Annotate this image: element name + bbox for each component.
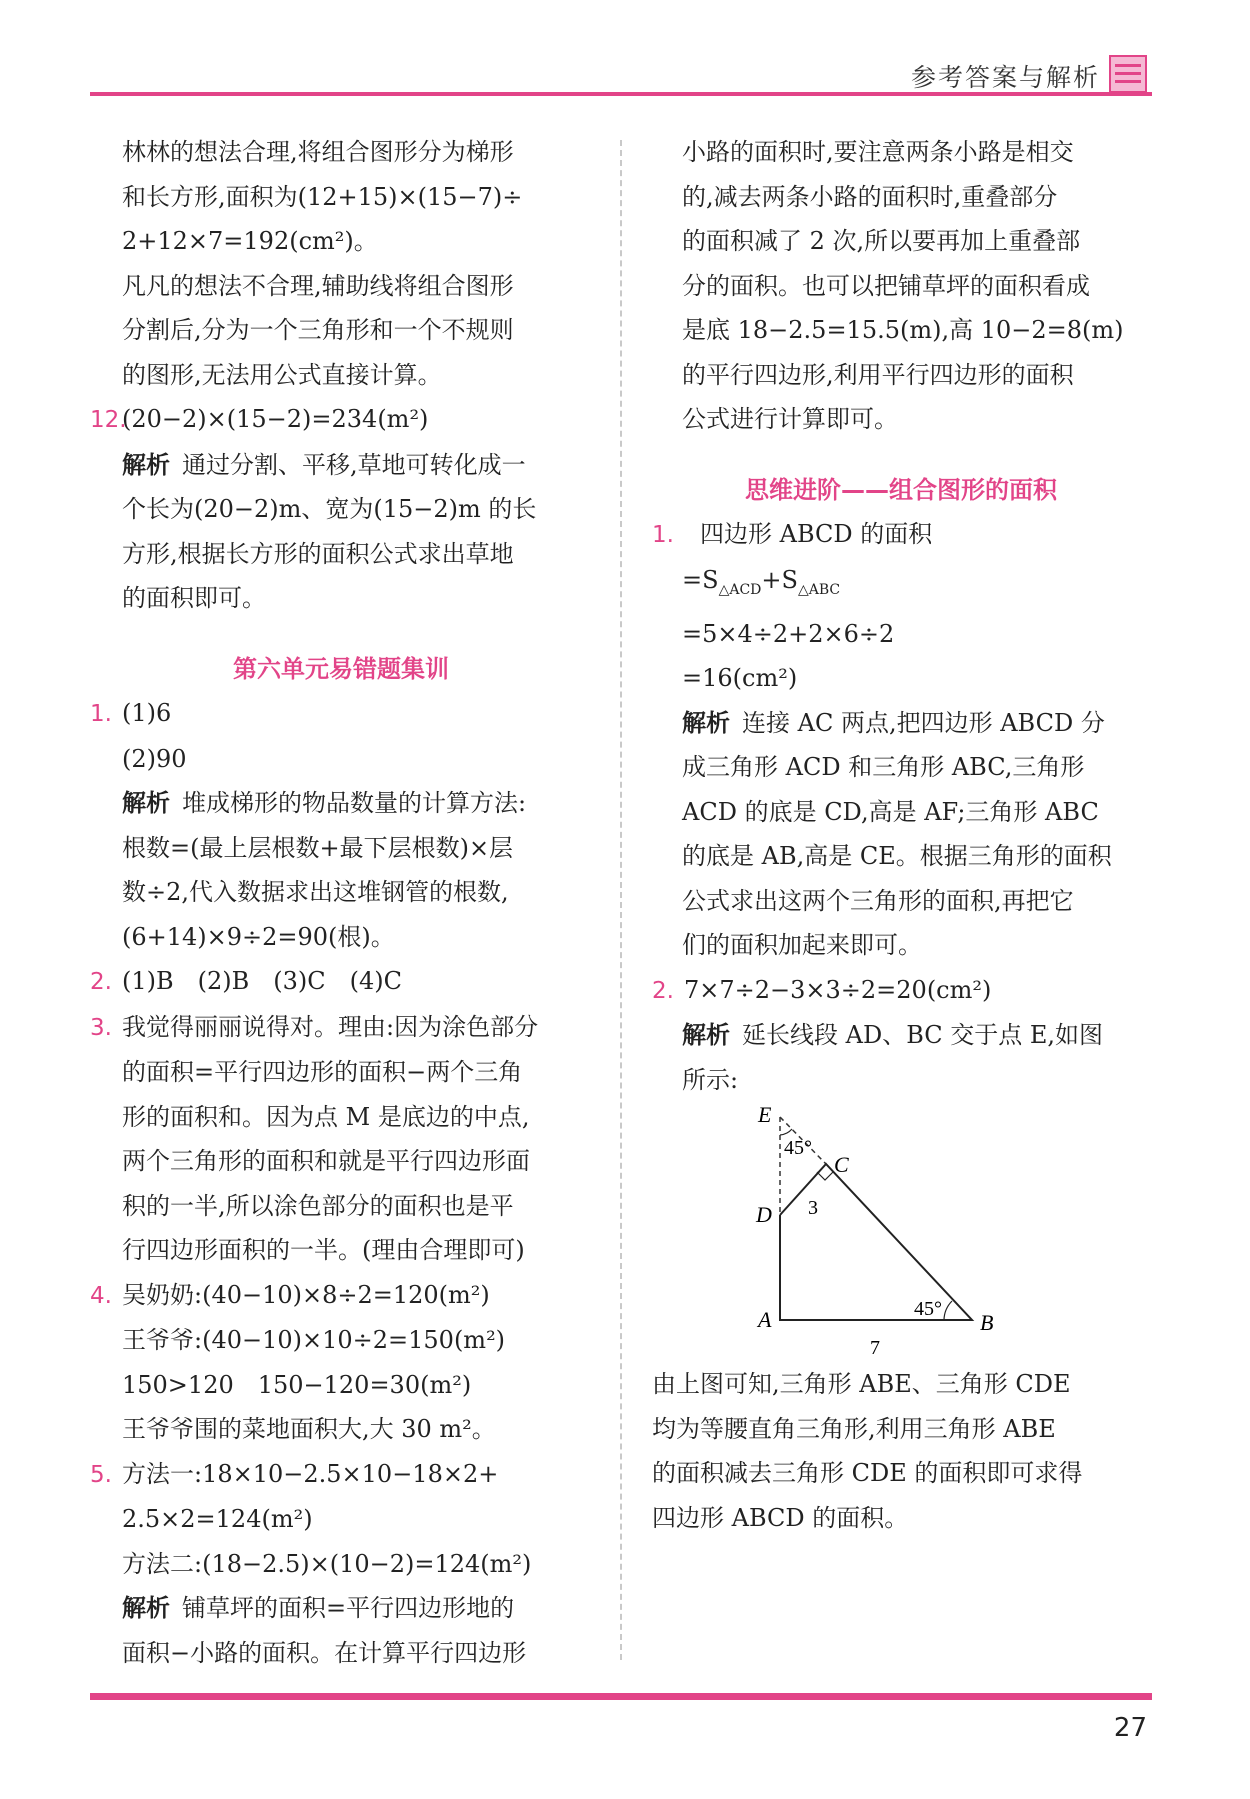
length-dc: 3 — [808, 1197, 818, 1220]
answer-text: 王爷爷:(40−10)×10÷2=150(m²) — [122, 1326, 506, 1354]
analysis-line — [90, 443, 592, 488]
analysis-line — [652, 701, 1150, 746]
answer-text: (1)B (2)B (3)C (4)C — [122, 967, 402, 995]
answer-1 — [90, 691, 592, 737]
answer-text: 形的面积和。因为点 M 是底边的中点, — [122, 1102, 530, 1131]
answer-1 — [652, 512, 1150, 558]
answer-text: 方法二:(18−2.5)×(10−2)=124(m²) — [122, 1549, 532, 1578]
analysis-line: 面积−小路的面积。在计算平行四边形 — [122, 1638, 527, 1667]
answer-text: (2)90 — [122, 744, 187, 773]
answer-text: 四边形 ABCD 的面积 — [700, 520, 933, 548]
angle-arc-b — [944, 1301, 952, 1320]
answer-text: (20−2)×(15−2)=234(m²) — [122, 405, 429, 433]
answer-text: (1)6 — [122, 699, 172, 727]
angle-label-top: 45° — [784, 1137, 812, 1160]
analysis-label: 解析 — [682, 707, 730, 737]
answer-text: 两个三角形的面积和就是平行四边形面 — [122, 1147, 530, 1175]
analysis-line: 的,减去两条小路的面积时,重叠部分 — [682, 182, 1058, 211]
question-number: 2. — [90, 969, 112, 995]
question-number: 1. — [90, 701, 112, 727]
analysis-line: 数÷2,代入数据求出这堆钢管的根数, — [122, 878, 509, 906]
text-line: 和长方形,面积为(12+15)×(15−7)÷ — [122, 182, 523, 211]
answer-text: 我觉得丽丽说得对。理由:因为涂色部分 — [122, 1012, 539, 1041]
formula-line: =16(cm²) — [682, 664, 798, 693]
answer-text: 吴奶奶:(40−10)×8÷2=120(m²) — [122, 1280, 490, 1309]
book-icon — [1109, 55, 1147, 93]
section-title: 思维进阶——组合图形的面积 — [745, 475, 1057, 504]
right-column — [652, 130, 1150, 1540]
analysis-line — [90, 1586, 592, 1631]
header-rule — [90, 92, 1152, 96]
analysis-text: 铺草坪的面积=平行四边形地的 — [182, 1594, 515, 1622]
analysis-text: 堆成梯形的物品数量的计算方法: — [182, 789, 527, 817]
answer-5 — [90, 1452, 592, 1498]
analysis-line: 是底 18−2.5=15.5(m),高 10−2=8(m) — [682, 316, 1124, 344]
analysis-line: 小路的面积时,要注意两条小路是相交 — [682, 138, 1074, 166]
label-d: D — [756, 1202, 772, 1228]
analysis-text: 连接 AC 两点,把四边形 ABCD 分 — [742, 708, 1105, 737]
question-number: 1. — [652, 522, 674, 548]
analysis-label: 解析 — [122, 788, 170, 817]
analysis-line: 的面积减了 2 次,所以要再加上重叠部 — [682, 227, 1081, 255]
answer-text: 150>120 150−120=30(m²) — [122, 1370, 472, 1399]
analysis-label: 解析 — [122, 1593, 170, 1622]
conclusion-line: 由上图可知,三角形 ABE、三角形 CDE — [652, 1370, 1071, 1399]
text-line: 的图形,无法用公式直接计算。 — [122, 360, 442, 389]
formula-line: $=S_{\triangle ACD}+S_{\triangle ABC}$ — [682, 565, 841, 598]
label-a: A — [758, 1307, 772, 1333]
analysis-line: 的面积即可。 — [122, 584, 266, 612]
answer-text: 积的一半,所以涂色部分的面积也是平 — [122, 1191, 514, 1220]
text-line: 凡凡的想法不合理,辅助线将组合图形 — [122, 271, 514, 300]
left-column — [90, 130, 592, 1675]
analysis-text: 通过分割、平移,草地可转化成一 — [182, 450, 526, 479]
column-divider — [620, 140, 622, 1660]
conclusion-line: 四边形 ABCD 的面积。 — [652, 1503, 909, 1532]
answer-3 — [90, 1005, 592, 1051]
question-number: 4. — [90, 1282, 112, 1309]
triangle-figure — [734, 1102, 1034, 1362]
analysis-line: 的底是 AB,高是 CE。根据三角形的面积 — [682, 842, 1112, 871]
answer-text: 行四边形面积的一半。(理由合理即可) — [122, 1236, 525, 1264]
question-number: 3. — [90, 1014, 112, 1041]
answer-2 — [652, 968, 1150, 1014]
analysis-line: 公式进行计算即可。 — [682, 405, 898, 433]
answer-text: 方法一:18×10−2.5×10−18×2+ — [122, 1459, 499, 1488]
length-ab: 7 — [870, 1337, 880, 1360]
text-line: 2+12×7=192(cm²)。 — [122, 227, 378, 255]
analysis-line: 所示: — [682, 1065, 739, 1094]
answer-2 — [90, 959, 592, 1005]
analysis-line: 个长为(20−2)m、宽为(15−2)m 的长 — [122, 495, 537, 523]
answer-text: 2.5×2=124(m²) — [122, 1505, 313, 1533]
analysis-line: 成三角形 ACD 和三角形 ABC,三角形 — [682, 753, 1085, 782]
analysis-line — [652, 1013, 1150, 1058]
angle-label-b: 45° — [914, 1298, 942, 1321]
analysis-line: 公式求出这两个三角形的面积,再把它 — [682, 886, 1074, 915]
label-e: E — [758, 1102, 772, 1128]
analysis-line: 们的面积加起来即可。 — [682, 931, 922, 960]
section-title: 第六单元易错题集训 — [233, 654, 449, 683]
answer-4 — [90, 1273, 592, 1319]
question-number: 5. — [90, 1461, 112, 1488]
analysis-line: 分的面积。也可以把铺草坪的面积看成 — [682, 271, 1090, 300]
formula-line: =5×4÷2+2×6÷2 — [682, 619, 895, 648]
page-number: 27 — [1113, 1713, 1147, 1743]
text-line: 分割后,分为一个三角形和一个不规则 — [122, 316, 514, 344]
analysis-line — [90, 781, 592, 826]
analysis-line: 方形,根据长方形的面积公式求出草地 — [122, 539, 514, 568]
analysis-line: 的平行四边形,利用平行四边形的面积 — [682, 360, 1074, 389]
right-angle-mark — [817, 1172, 833, 1180]
conclusion-line: 的面积减去三角形 CDE 的面积即可求得 — [652, 1459, 1083, 1488]
footer-rule — [90, 1693, 1152, 1700]
question-number: 12. — [90, 407, 127, 433]
analysis-text: 延长线段 AD、BC 交于点 E,如图 — [742, 1021, 1104, 1050]
header-title: 参考答案与解析 — [910, 63, 1100, 92]
answer-12 — [90, 397, 592, 443]
conclusion-line: 均为等腰直角三角形,利用三角形 ABE — [652, 1414, 1056, 1443]
label-b: B — [980, 1310, 994, 1336]
answer-text: 王爷爷围的菜地面积大,大 30 m²。 — [122, 1415, 496, 1443]
analysis-line: ACD 的底是 CD,高是 AF;三角形 ABC — [682, 797, 1099, 826]
analysis-label: 解析 — [682, 1020, 730, 1050]
angle-arc-e — [780, 1129, 792, 1135]
question-number: 2. — [652, 977, 674, 1004]
text-line: 林林的想法合理,将组合图形分为梯形 — [122, 138, 514, 166]
analysis-line: (6+14)×9÷2=90(根)。 — [122, 922, 395, 951]
quadrilateral-abcd — [780, 1164, 972, 1320]
label-c: C — [834, 1152, 849, 1178]
answer-text: 的面积=平行四边形的面积−两个三角 — [122, 1058, 523, 1086]
answer-text: 7×7÷2−3×3÷2=20(cm²) — [684, 975, 992, 1004]
analysis-label: 解析 — [122, 449, 170, 479]
analysis-line: 根数=(最上层根数+最下层根数)×层 — [122, 833, 514, 862]
